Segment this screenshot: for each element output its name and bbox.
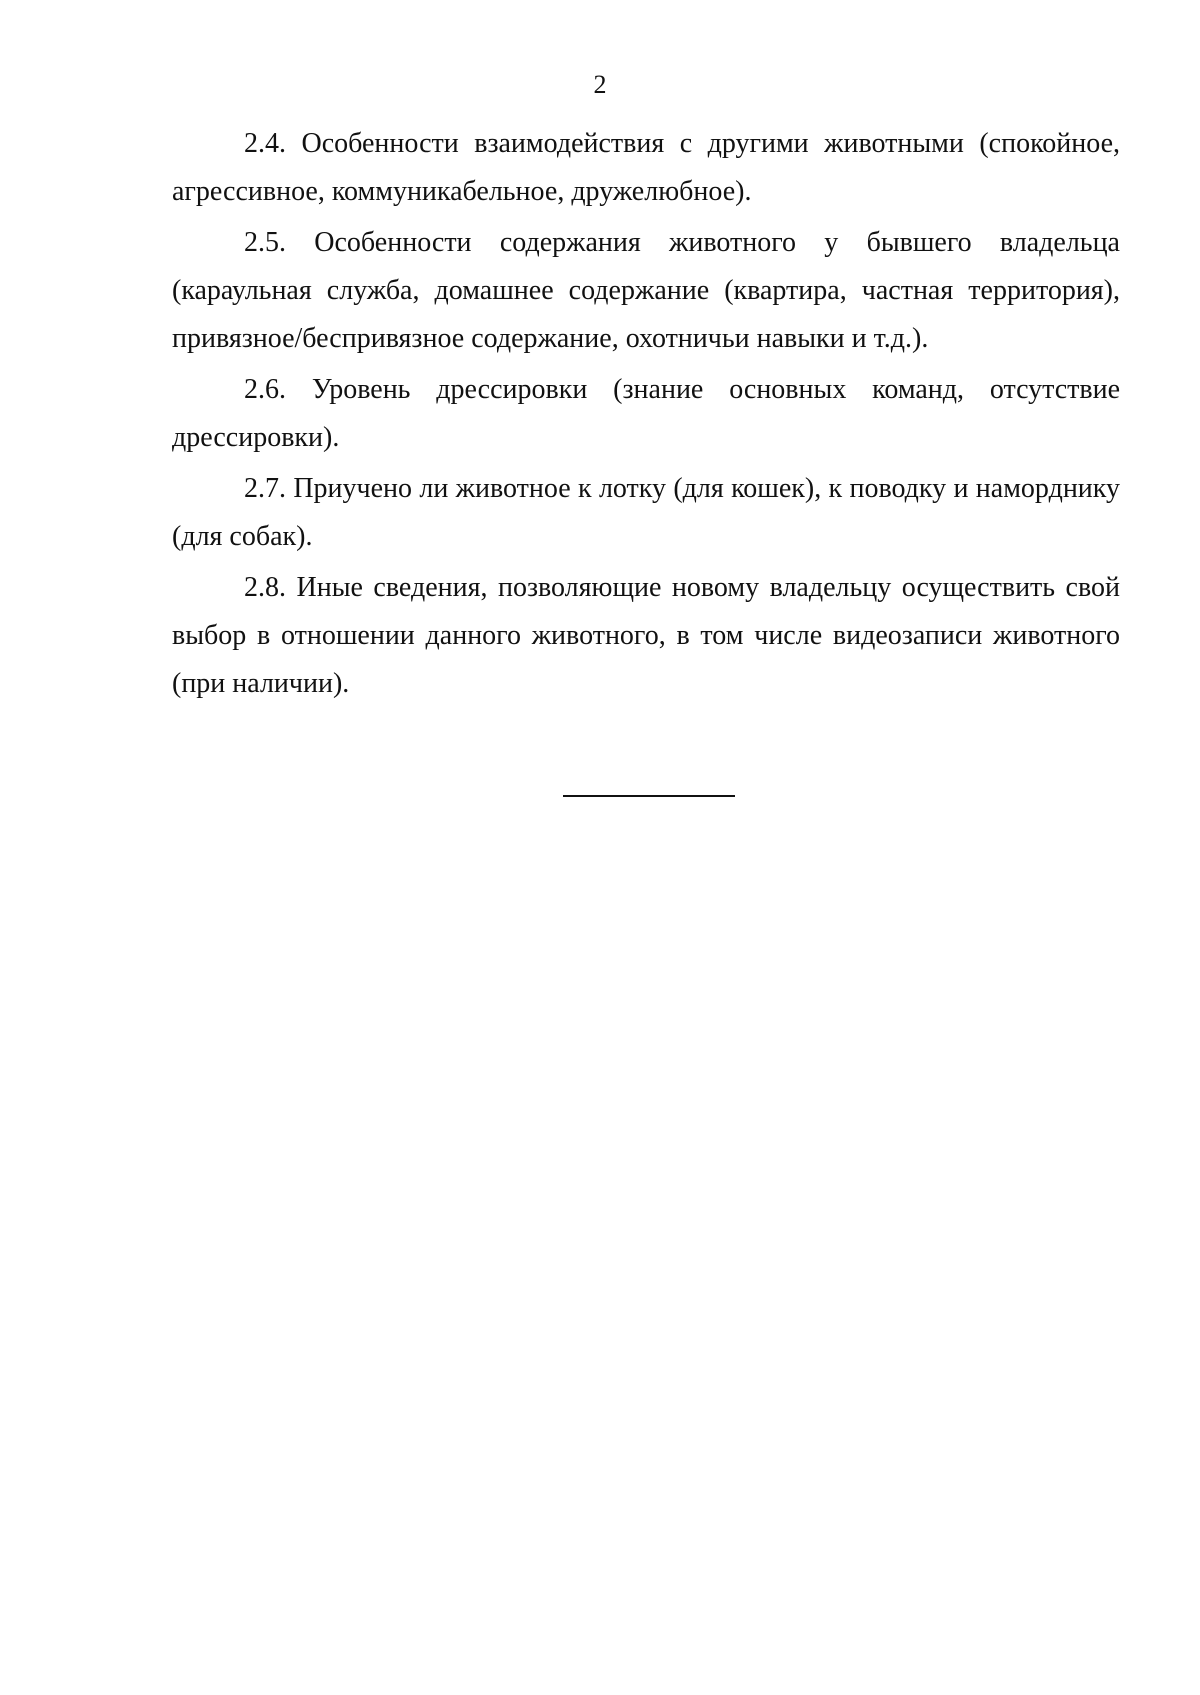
paragraph-2-6: 2.6. Уровень дрессировки (знание основных команд, отсутствие дрессировки). [172, 374, 1120, 453]
page-number: 2 [593, 70, 607, 99]
paragraph-2-4: 2.4. Особенности взаимодействия с другими животными (спокойное, агрессивное, коммуникабельное, дружелюбное). [172, 128, 1120, 207]
paragraph-2-8: 2.8. Иные сведения, позволяющие новому владельцу осуществить свой выбор в отношении данного животного, в том числе видеозаписи животного (при наличии). [172, 572, 1120, 699]
end-separator-line [563, 795, 735, 797]
paragraph-2-7: 2.7. Приучено ли животное к лотку (для кошек), к поводку и наморднику (для собак). [172, 473, 1120, 552]
document-body [172, 120, 1120, 708]
paragraph-2-5: 2.5. Особенности содержания животного у бывшего владельца (караульная служба, домашнее содержание (квартира, частная территория), привязное/беспривязное содержание, охотничьи навыки и т.д.). [172, 227, 1120, 354]
